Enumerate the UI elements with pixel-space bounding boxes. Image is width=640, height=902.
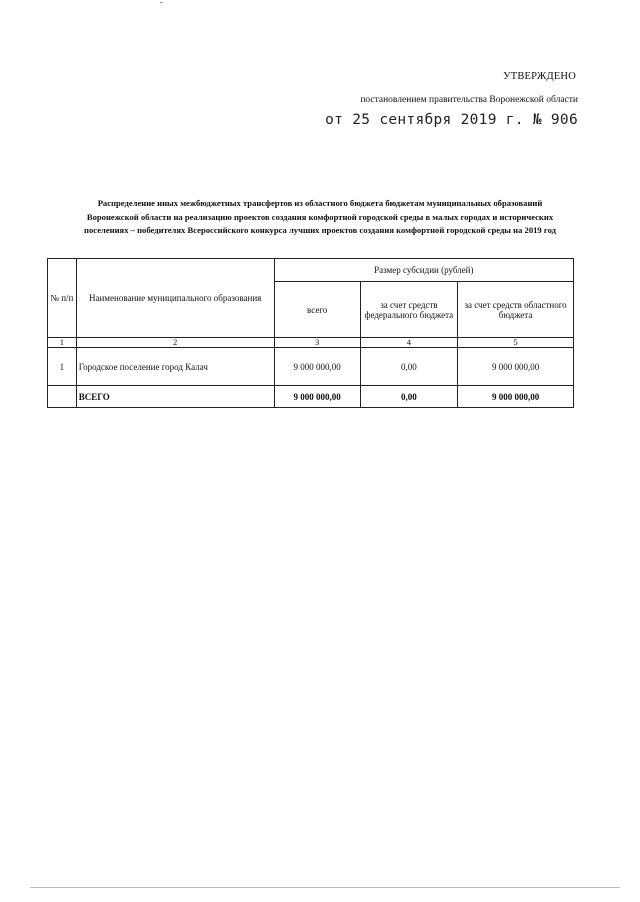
document-title [40,197,600,238]
header-federal: за счет средств федерального бюджета [360,282,457,338]
header-name: Наименование муниципального образования [76,259,274,338]
totals-label: ВСЕГО [76,386,274,408]
totals-federal: 0,00 [360,386,457,408]
header-total: всего [274,282,360,338]
title-line-3: поселениях – победителях Всероссийского конкурса лучших проектов создания комфортной городской среды на 2019 год [84,225,556,235]
totals-row [48,386,574,408]
totals-regional: 9 000 000,00 [458,386,574,408]
scan-artifact [160,2,163,3]
header-subsidy-group: Размер субсидии (рублей) [274,259,573,282]
page-bottom-line [30,887,620,888]
decree-date-number: от 25 сентября 2019 г. № 906 [325,112,578,128]
approval-block [325,70,578,127]
row-name: Городское поселение город Калач [76,348,274,386]
header-regional: за счет средств областного бюджета [458,282,574,338]
row-total: 9 000 000,00 [274,348,360,386]
subsidy-table [47,258,574,408]
column-number: 1 [48,338,77,348]
column-number: 4 [360,338,457,348]
header-number: № п/п [48,259,77,338]
table-header-row [48,259,574,282]
column-number-row [48,338,574,348]
approved-label: УТВЕРЖДЕНО [503,71,576,82]
title-line-2: Воронежской области на реализацию проектов создания комфортной городской среды в малых городах и исторических [86,211,554,222]
title-line-1: Распределение иных межбюджетных трансфертов из областного бюджета бюджетам муниципальных образований [97,198,543,208]
column-number: 5 [458,338,574,348]
row-regional: 9 000 000,00 [458,348,574,386]
column-number: 3 [274,338,360,348]
decree-text: постановлением правительства Воронежской области [360,95,578,105]
totals-total: 9 000 000,00 [274,386,360,408]
totals-number-cell [48,386,77,408]
row-number: 1 [48,348,77,386]
table-row [48,348,574,386]
row-federal: 0,00 [360,348,457,386]
column-number: 2 [76,338,274,348]
